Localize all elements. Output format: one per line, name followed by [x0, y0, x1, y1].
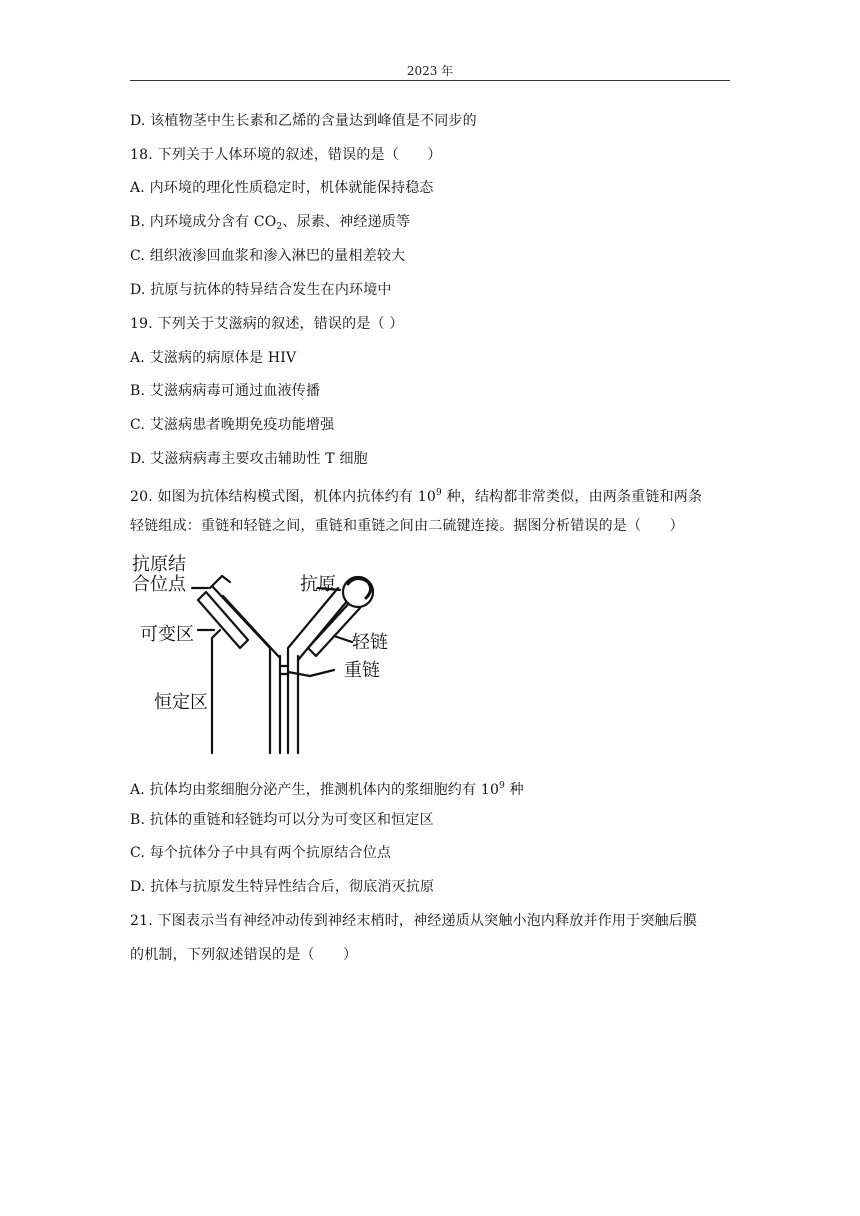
header-divider [130, 80, 730, 81]
page-header-year: 2023 年 [406, 64, 454, 78]
q21-stem-line2: 的机制，下列叙述错误的是（ ） [130, 947, 358, 963]
q20-option-a-text: A. 抗体均由浆细胞分泌产生，推测机体内的浆细胞约有 10 [130, 782, 500, 798]
heavy-chain-left-outer [212, 586, 270, 753]
q20-stem-superscript: 9 [435, 488, 442, 498]
q20-stem-text-end: 种，结构都非常类似，由两条重链和两条 [441, 489, 703, 505]
label-binding-site-line1: 抗原结 [132, 554, 186, 575]
antibody-diagram [130, 548, 400, 758]
q18-option-a: A. 内环境的理化性质稳定时，机体就能保持稳态 [130, 180, 434, 196]
q19-stem: 19. 下列关于艾滋病的叙述，错误的是（ ） [130, 316, 404, 332]
q17-option-d: D. 该植物茎中生长素和乙烯的含量达到峰值是不同步的 [130, 113, 477, 129]
q18-option-b-text-end: 、尿素、神经递质等 [282, 214, 411, 230]
light-chain-left-tip [210, 576, 222, 588]
leader-heavy-chain [288, 670, 334, 676]
heavy-chain-left-arm-inner [223, 596, 280, 658]
light-chain-left [198, 592, 248, 648]
antibody-structure-figure [130, 548, 400, 762]
q19-option-d: D. 艾滋病病毒主要攻击辅助性 T 细胞 [130, 451, 368, 467]
q20-option-d: D. 抗体与抗原发生特异性结合后，彻底消灭抗原 [130, 879, 435, 895]
leader-light-chain [334, 636, 352, 642]
label-binding-site-line2: 合位点 [132, 574, 186, 595]
q20-stem-line1 [130, 483, 702, 507]
disulfide-bond-hinge [280, 666, 288, 674]
q18-option-b [130, 212, 410, 237]
q18-option-d: D. 抗原与抗体的特异结合发生在内环境中 [130, 282, 392, 298]
q19-option-a: A. 艾滋病的病原体是 HIV [130, 350, 297, 366]
q20-option-a-text-end: 种 [505, 782, 524, 798]
q20-option-a-superscript: 9 [499, 781, 506, 791]
q18-option-b-subscript: 2 [276, 222, 283, 232]
q20-stem-text: 20. 如图为抗体结构模式图，机体内抗体约有 10 [130, 489, 436, 505]
q18-option-b-text: B. 内环境成分含有 CO [130, 214, 277, 230]
q21-stem-line1: 21. 下图表示当有神经冲动传到神经末梢时，神经递质从突触小泡内释放并作用于突触后膜 [130, 913, 698, 929]
constant-region-bracket [212, 630, 220, 753]
q18-option-c: C. 组织液渗回血浆和渗入淋巴的量相差较大 [130, 248, 406, 264]
label-constant-region: 恒定区 [154, 692, 208, 713]
q20-option-c: C. 每个抗体分子中具有两个抗原结合位点 [130, 845, 392, 861]
label-antigen: 抗原 [300, 574, 336, 595]
q19-option-c: C. 艾滋病患者晚期免疫功能增强 [130, 417, 335, 433]
q20-option-b: B. 抗体的重链和轻链均可以分为可变区和恒定区 [130, 812, 434, 828]
q18-stem: 18. 下列关于人体环境的叙述，错误的是（ ） [130, 147, 442, 163]
q20-option-a [130, 776, 524, 800]
label-variable-region: 可变区 [140, 624, 194, 645]
label-heavy-chain: 重链 [344, 660, 380, 681]
q20-stem-line2: 轻链组成：重链和轻链之间，重链和重链之间由二硫键连接。据图分析错误的是（ ） [130, 518, 684, 534]
label-light-chain: 轻链 [352, 632, 388, 653]
q19-option-b: B. 艾滋病病毒可通过血液传播 [130, 383, 321, 399]
